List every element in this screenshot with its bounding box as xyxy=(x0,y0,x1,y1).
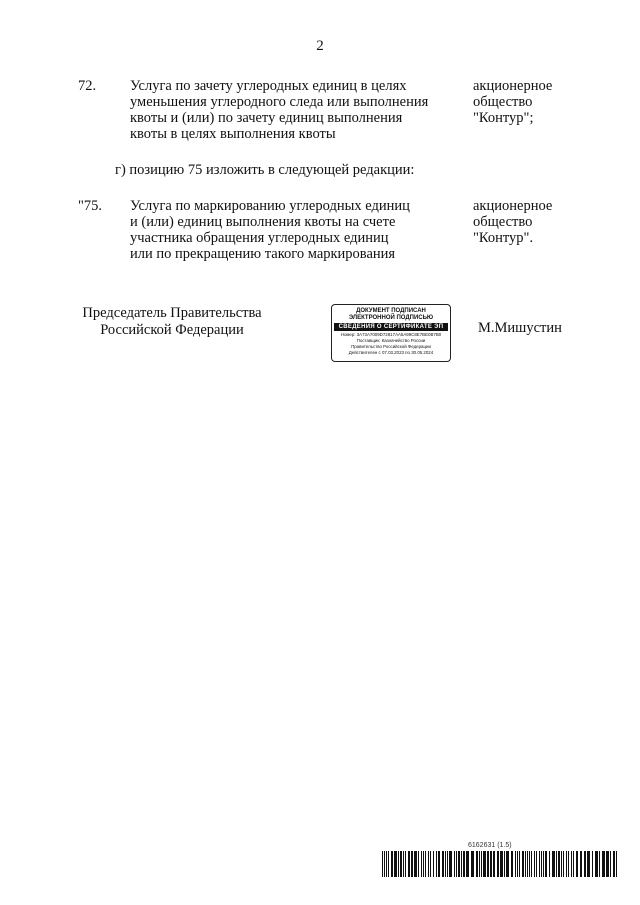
stamp-certificate-band: СВЕДЕНИЯ О СЕРТИФИКАТЕ ЭП xyxy=(334,323,448,331)
page-number: 2 xyxy=(316,38,324,54)
stamp-serial: Номер: 3A73A7009D72817AA5A99C8E7BE0B7B0 xyxy=(340,332,442,337)
signer-name: М.Мишустин xyxy=(478,320,562,336)
entry-number: "75. xyxy=(78,198,103,214)
document-code: 6162631 (1.5) xyxy=(468,842,512,849)
electronic-signature-stamp xyxy=(331,304,451,362)
barcode xyxy=(382,851,620,877)
amendment-clause: г) позицию 75 изложить в следующей редакции: xyxy=(115,162,415,178)
entry-service: Услуга по зачету углеродных единиц в целях уменьшения углеродного следа или выполнения квоты и (или) по зачету единиц выполнения квоты в целях выполнения квоты xyxy=(130,78,429,142)
stamp-line-1: ДОКУМЕНТ ПОДПИСАН xyxy=(356,308,426,314)
stamp-issuer: Поставщик: Казначейство России xyxy=(356,338,426,343)
stamp-validity: Действителен с 07.03.2023 по 30.05.2024 xyxy=(348,350,434,355)
entry-provider: акционерное общество "Контур". xyxy=(473,198,553,246)
signer-title: Председатель Правительства Российской Федерации xyxy=(82,305,262,338)
entry-service: Услуга по маркированию углеродных единиц и (или) единиц выполнения квоты на счете участника обращения углеродных единиц или по прекращению такого маркирования xyxy=(130,198,410,262)
entry-number: 72. xyxy=(78,78,97,94)
entry-provider: акционерное общество "Контур"; xyxy=(473,78,553,126)
stamp-owner: Правительство Российской Федерации xyxy=(351,344,431,349)
stamp-line-2: ЭЛЕКТРОННОЙ ПОДПИСЬЮ xyxy=(348,315,434,321)
